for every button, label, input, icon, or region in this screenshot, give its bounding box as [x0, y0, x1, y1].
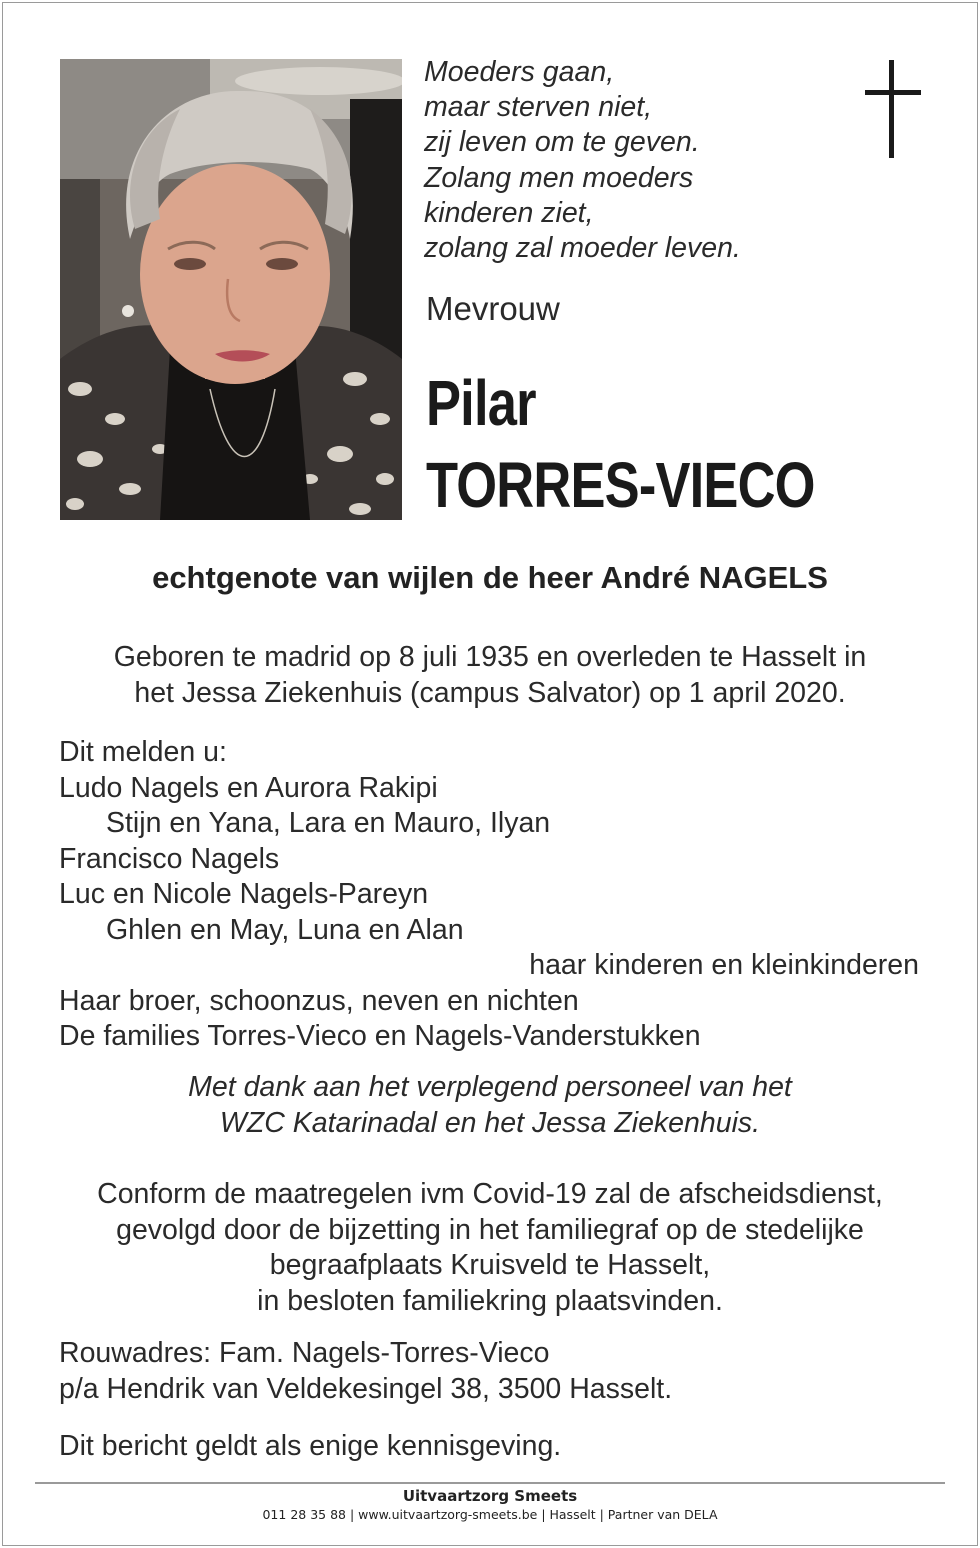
address-line: Rouwadres: Fam. Nagels-Torres-Vieco — [59, 1337, 550, 1369]
address-line: p/a Hendrik van Veldekesingel 38, 3500 Hasselt. — [59, 1372, 673, 1405]
birth-death-line: het Jessa Ziekenhuis (campus Salvator) op 1 april 2020. — [134, 676, 846, 709]
cross-icon — [862, 60, 924, 165]
family-line: Ghlen en May, Luna en Alan — [106, 913, 464, 946]
thanks-line: Met dank aan het verplegend personeel van het — [188, 1071, 792, 1103]
footer-company: Uitvaartzorg Smeets — [402, 1487, 578, 1505]
poem-line: kinderen ziet, — [424, 196, 594, 229]
poem-line: zij leven om te geven. — [424, 126, 700, 159]
salutation: Mevrouw — [426, 290, 560, 327]
ceremony-line: begraafplaats Kruisveld te Hasselt, — [269, 1249, 711, 1281]
birth-death-text — [40, 640, 940, 711]
footer-divider — [35, 1482, 945, 1484]
family-line: Stijn en Yana, Lara en Mauro, Ilyan — [106, 807, 551, 839]
ceremony-line: Conform de maatregelen ivm Covid-19 zal de afscheidsdienst, — [97, 1178, 883, 1210]
poem-line: Zolang men moeders — [424, 161, 694, 194]
spouse-line: echtgenote van wijlen de heer André NAGELS — [152, 560, 828, 595]
family-list — [59, 735, 939, 1055]
family-role: haar kinderen en kleinkinderen — [529, 949, 919, 981]
notice-text: Dit bericht geldt als enige kennisgeving. — [59, 1430, 562, 1462]
ceremony-text — [40, 1177, 940, 1319]
deceased-first-name: Pilar — [426, 367, 536, 439]
family-extra-line: De families Torres-Vieco en Nagels-Vanderstukken — [59, 1020, 701, 1052]
deceased-last-name: TORRES-VIECO — [426, 449, 815, 521]
poem-line: Moeders gaan, — [424, 56, 615, 88]
family-line: Luc en Nicole Nagels-Pareyn — [59, 878, 429, 910]
poem — [424, 55, 864, 266]
portrait-photo — [60, 59, 402, 520]
family-intro: Dit melden u: — [59, 736, 227, 768]
family-line: Ludo Nagels en Aurora Rakipi — [59, 771, 438, 804]
family-extra-line: Haar broer, schoonzus, neven en nichten — [59, 984, 579, 1017]
ceremony-line: gevolgd door de bijzetting in het familiegraf op de stedelijke — [116, 1213, 864, 1246]
mourning-address — [59, 1336, 939, 1407]
thanks-line: WZC Katarinadal en het Jessa Ziekenhuis. — [219, 1106, 761, 1139]
poem-line: zolang zal moeder leven. — [424, 232, 741, 265]
ceremony-line: in besloten familiekring plaatsvinden. — [257, 1284, 723, 1317]
thanks-text — [40, 1070, 940, 1141]
poem-line: maar sterven niet, — [424, 91, 653, 124]
birth-death-line: Geboren te madrid op 8 juli 1935 en overleden te Hasselt in — [113, 641, 867, 673]
footer-contact-info: 011 28 35 88 | www.uitvaartzorg-smeets.be | Hasselt | Partner van DELA — [262, 1507, 718, 1522]
family-line: Francisco Nagels — [59, 842, 280, 875]
